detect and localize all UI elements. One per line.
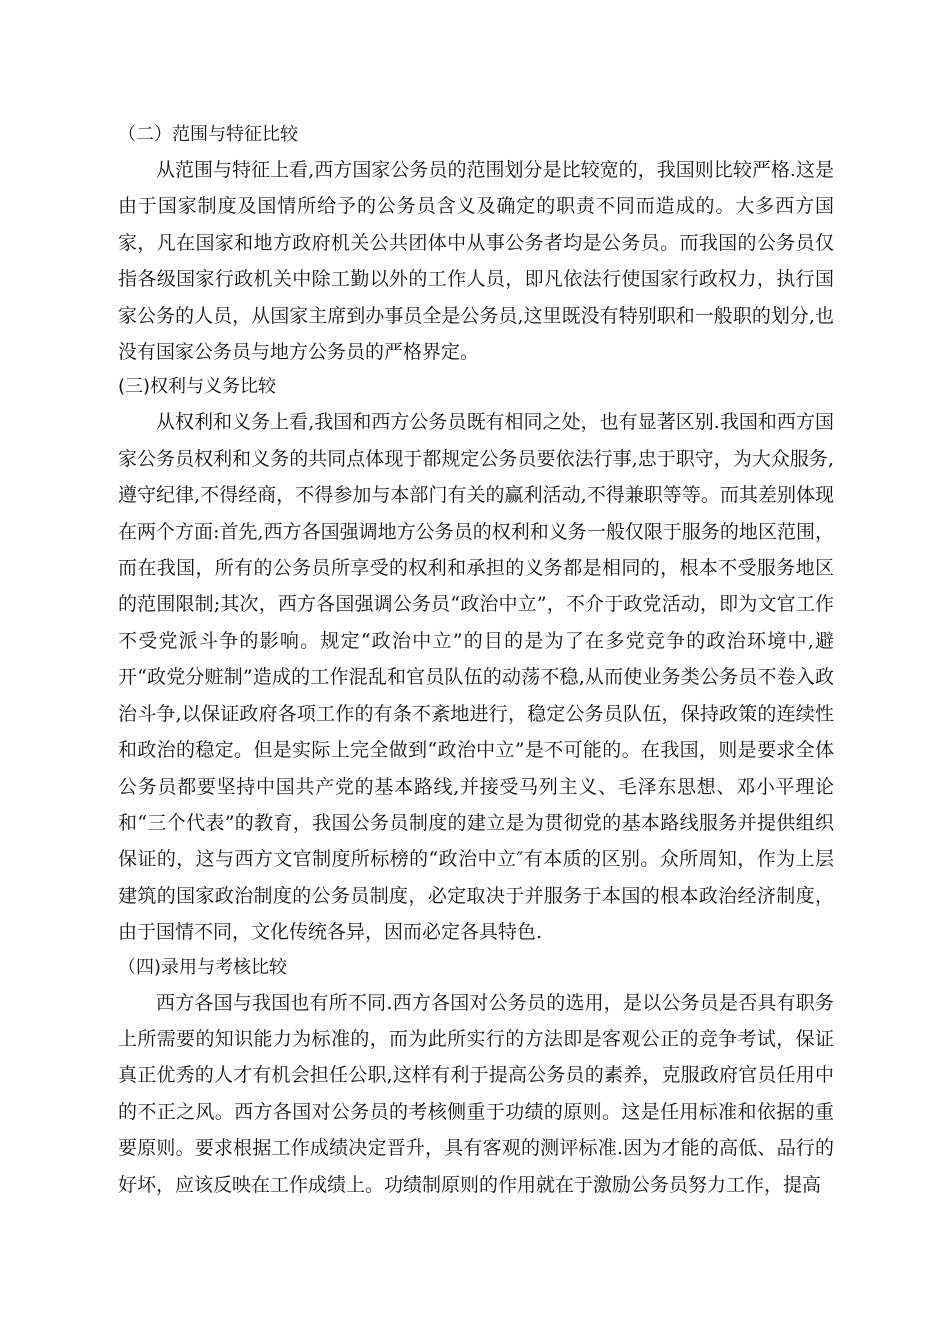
section-paragraph-scope: 从范围与特征上看,西方国家公务员的范围划分是比较宽的，我国则比较严格.这是由于国家制度及国情所给予的公务员含义及确定的职责不同而造成的。大多西方国家，凡在国家和地方政府机关公共团体中从事公务者均是公务员。而我国的公务员仅指各级国家行政机关中除工勤以外的工作人员，即凡依法行使国家行政权力，执行国家公务的人员，从国家主席到办事员全是公务员,这里既没有特别职和一般职的划分,也没有国家公务员与地方公务员的严格界定。 [118, 159, 834, 364]
section-heading-recruitment: （四)录用与考核比较 [118, 956, 288, 978]
section-heading-rights: (三)权利与义务比较 [118, 376, 277, 398]
section-heading-scope: （二）范围与特征比较 [118, 124, 298, 145]
section-paragraph-recruitment: 西方各国与我国也有所不同.西方各国对公务员的选用，是以公务员是否具有职务上所需要的知识能力为标准的，而为此所实行的方法即是客观公正的竞争考试，保证真正优秀的人才有机会担任公职,这样有利于提高公务员的素养，克服政府官员任用中的不正之风。西方各国对公务员的考核侧重于功绩的原则。这是任用标准和依据的重要原则。要求根据工作成绩决定晋升，具有客观的测评标准.因为才能的高低、品行的好坏，应该反映在工作成绩上。功绩制原则的作用就在于激励公务员努力工作，提高 [118, 991, 834, 1196]
document-page [118, 118, 834, 1203]
section-paragraph-rights: 从权利和义务上看,我国和西方公务员既有相同之处，也有显著区别.我国和西方国家公务员权利和义务的共同点体现于都规定公务员要依法行事,忠于职守，为大众服务,遵守纪律,不得经商，不得参加与本部门有关的赢利活动,不得兼职等等。而其差别体现在两个方面:首先,西方各国强调地方公务员的权利和义务一般仅限于服务的地区范围，而在我国，所有的公务员所享受的权利和承担的义务都是相同的，根本不受服务地区的范围限制;其次，西方各国强调公务员“政治中立”，不介于政党活动，即为文官工作不受党派斗争的影响。规定“政治中立”的目的是为了在多党竞争的政治环境中,避开“政党分赃制”造成的工作混乱和官员队伍的动荡不稳,从而使业务类公务员不卷入政治斗争,以保证政府各项工作的有条不紊地进行，稳定公务员队伍，保持政策的连续性和政治的稳定。但是实际上完全做到“政治中立”是不可能的。在我国，则是要求全体公务员都要坚持中国共产党的基本路线,并接受马列主义、毛泽东思想、邓小平理论和“三个代表”的教育，我国公务员制度的建立是为贯彻党的基本路线服务并提供组织保证的，这与西方文官制度所标榜的“政治中立″有本质的区别。众所周知，作为上层建筑的国家政治制度的公务员制度，必定取决于并服务于本国的根本政治经济制度，由于国情不同，文化传统各异，因而必定各具特色. [118, 411, 834, 944]
